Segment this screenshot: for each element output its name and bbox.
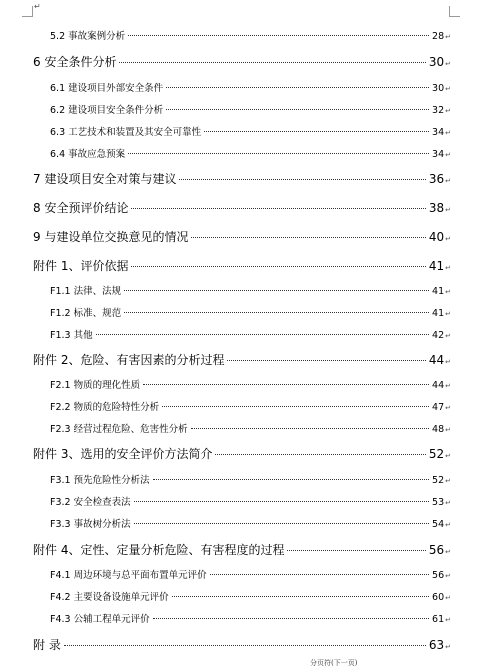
toc-leader-dots xyxy=(215,454,425,455)
toc-leader-dots xyxy=(287,550,425,551)
toc-entry-title: 6 安全条件分析 xyxy=(33,55,117,69)
toc-entry-page: 44 xyxy=(428,353,445,367)
toc-entry-page: 41 xyxy=(428,259,445,273)
toc-entry-page: 34 xyxy=(432,127,445,138)
toc-entry[interactable] xyxy=(33,53,451,70)
toc-entry-page: 47 xyxy=(432,402,445,413)
toc-leader-dots xyxy=(227,360,425,361)
toc-leader-dots xyxy=(124,312,429,313)
toc-leader-dots xyxy=(128,35,429,36)
toc-entry[interactable] xyxy=(33,351,451,368)
crop-mark-top-left xyxy=(22,6,33,17)
toc-entry-page: 41 xyxy=(432,286,445,297)
toc-entry-title: 附 录 xyxy=(33,638,61,652)
toc-entry[interactable] xyxy=(50,124,451,138)
toc-entry-title: 6.1 建设项目外部安全条件 xyxy=(50,83,164,94)
toc-entry-title: 9 与建设单位交换意见的情况 xyxy=(33,230,189,244)
paragraph-mark: ↵ xyxy=(445,264,451,272)
toc-entry-title: F4.1 周边环境与总平面布置单元评价 xyxy=(50,570,207,581)
toc-leader-dots xyxy=(134,501,429,502)
toc-entry[interactable] xyxy=(50,283,451,297)
toc-leader-dots xyxy=(179,179,425,180)
toc-entry-page: 34 xyxy=(432,149,445,160)
toc-leader-dots xyxy=(119,62,425,63)
toc-entry-page: 40 xyxy=(428,230,445,244)
toc-entry-title: F1.2 标准、规范 xyxy=(50,308,122,319)
paragraph-mark: ↵ xyxy=(445,60,451,68)
paragraph-mark: ↵ xyxy=(445,358,451,366)
toc-entry-title: F4.2 主要设备设施单元评价 xyxy=(50,592,169,603)
toc-entry-title: 7 建设项目安全对策与建议 xyxy=(33,172,177,186)
paragraph-mark: ↵ xyxy=(445,572,451,580)
toc-leader-dots xyxy=(124,290,429,291)
toc-entry-page: 60 xyxy=(432,592,445,603)
toc-entry[interactable] xyxy=(50,611,451,625)
toc-leader-dots xyxy=(134,523,429,524)
toc-entry[interactable] xyxy=(50,305,451,319)
toc-entry-page: 28 xyxy=(432,31,445,42)
toc-entry-title: 6.3 工艺技术和装置及其安全可靠性 xyxy=(50,127,202,138)
paragraph-mark: ↵ xyxy=(445,151,451,159)
paragraph-mark: ↵ xyxy=(445,616,451,624)
toc-entry-title: 8 安全预评价结论 xyxy=(33,201,129,215)
toc-leader-dots xyxy=(153,479,429,480)
paragraph-mark: ↵ xyxy=(445,288,451,296)
toc-leader-dots xyxy=(172,596,429,597)
paragraph-mark: ↵ xyxy=(445,332,451,340)
paragraph-mark: ↵ xyxy=(445,521,451,529)
toc-entry[interactable] xyxy=(50,567,451,581)
toc-leader-dots xyxy=(64,645,426,646)
paragraph-mark: ↵ xyxy=(445,643,451,651)
toc-leader-dots xyxy=(128,153,429,154)
paragraph-mark: ↵ xyxy=(445,235,451,243)
toc-entry-page: 63 xyxy=(428,638,445,652)
toc-leader-dots xyxy=(131,208,425,209)
toc-entry[interactable] xyxy=(33,636,451,653)
paragraph-mark: ↵ xyxy=(445,499,451,507)
toc-entry[interactable] xyxy=(33,445,451,462)
toc-entry-page: 41 xyxy=(432,308,445,319)
toc-entry[interactable] xyxy=(50,589,451,603)
crop-mark-top-right xyxy=(449,6,460,17)
toc-entry[interactable] xyxy=(50,102,451,116)
toc-entry[interactable] xyxy=(50,421,451,435)
toc-entry-title: F1.3 其他 xyxy=(50,330,93,341)
toc-entry-page: 52 xyxy=(428,447,445,461)
toc-entry-title: 附件 1、评价依据 xyxy=(33,259,129,273)
toc-entry[interactable] xyxy=(33,257,451,274)
toc-entry-page: 44 xyxy=(432,380,445,391)
paragraph-mark: ↵ xyxy=(445,404,451,412)
toc-entry[interactable] xyxy=(50,146,451,160)
toc-entry[interactable] xyxy=(33,228,451,245)
toc-entry[interactable] xyxy=(50,377,451,391)
toc-entry[interactable] xyxy=(50,494,451,508)
toc-entry-title: F2.3 经营过程危险、危害性分析 xyxy=(50,424,188,435)
paragraph-mark: ↵ xyxy=(445,594,451,602)
toc-entry-title: F3.1 预先危险性分析法 xyxy=(50,475,150,486)
toc-entry-page: 53 xyxy=(432,497,445,508)
toc-entry-title: F2.2 物质的危险特性分析 xyxy=(50,402,160,413)
section-break-marker: 分页符(下一页) xyxy=(310,659,358,667)
toc-entry-title: F4.3 公辅工程单元评价 xyxy=(50,614,150,625)
toc-entry[interactable] xyxy=(50,327,451,341)
toc-entry-page: 52 xyxy=(432,475,445,486)
toc-entry-page: 42 xyxy=(432,330,445,341)
toc-entry-page: 38 xyxy=(428,201,445,215)
toc-entry-page: 48 xyxy=(432,424,445,435)
toc-entry-title: 6.2 建设项目安全条件分析 xyxy=(50,105,164,116)
toc-entry-page: 32 xyxy=(432,105,445,116)
toc-leader-dots xyxy=(96,334,429,335)
toc-entry[interactable] xyxy=(50,516,451,530)
paragraph-mark: ↵ xyxy=(445,548,451,556)
toc-entry[interactable] xyxy=(33,199,451,216)
toc-leader-dots xyxy=(131,266,425,267)
paragraph-mark: ↵ xyxy=(445,85,451,93)
toc-entry[interactable] xyxy=(50,80,451,94)
toc-leader-dots xyxy=(166,87,429,88)
paragraph-mark: ↵ xyxy=(445,177,451,185)
paragraph-mark: ↵ xyxy=(445,310,451,318)
toc-entry-page: 30 xyxy=(432,83,445,94)
paragraph-mark: ↵ xyxy=(445,206,451,214)
toc-entry-title: 附件 4、定性、定量分析危险、有害程度的过程 xyxy=(33,543,285,557)
paragraph-mark: ↵ xyxy=(445,426,451,434)
paragraph-mark: ↵ xyxy=(445,129,451,137)
toc-leader-dots xyxy=(191,428,429,429)
paragraph-mark: ↵ xyxy=(445,382,451,390)
toc-leader-dots xyxy=(143,384,429,385)
paragraph-mark: ↵ xyxy=(445,477,451,485)
toc-entry-page: 54 xyxy=(432,519,445,530)
paragraph-mark: ↵ xyxy=(445,452,451,460)
toc-entry-title: F3.3 事故树分析法 xyxy=(50,519,131,530)
toc-entry[interactable] xyxy=(50,28,451,42)
toc-entry-title: F2.1 物质的理化性质 xyxy=(50,380,141,391)
paragraph-mark: ↵ xyxy=(445,33,451,41)
toc-entry[interactable] xyxy=(50,399,451,413)
toc-entry-page: 36 xyxy=(428,172,445,186)
toc-leader-dots xyxy=(153,618,429,619)
toc-entry-title: F3.2 安全检查表法 xyxy=(50,497,131,508)
toc-entry[interactable] xyxy=(33,170,451,187)
toc-entry[interactable] xyxy=(50,472,451,486)
toc-leader-dots xyxy=(191,237,425,238)
toc-entry-title: 附件 3、选用的安全评价方法简介 xyxy=(33,447,213,461)
toc-leader-dots xyxy=(210,574,429,575)
paragraph-mark: ↵ xyxy=(445,107,451,115)
toc-entry-title: 6.4 事故应急预案 xyxy=(50,149,126,160)
toc-entry-title: F1.1 法律、法规 xyxy=(50,286,122,297)
toc-leader-dots xyxy=(162,406,429,407)
toc-entry-title: 5.2 事故案例分析 xyxy=(50,31,126,42)
toc-entry-page: 30 xyxy=(428,55,445,69)
toc-leader-dots xyxy=(204,131,429,132)
toc-entry-title: 附件 2、危险、有害因素的分析过程 xyxy=(33,353,225,367)
toc-entry-page: 56 xyxy=(432,570,445,581)
paragraph-mark: ↵ xyxy=(34,2,41,11)
toc-entry[interactable] xyxy=(33,541,451,558)
toc-entry-page: 61 xyxy=(432,614,445,625)
toc-leader-dots xyxy=(166,109,429,110)
toc-entry-page: 56 xyxy=(428,543,445,557)
